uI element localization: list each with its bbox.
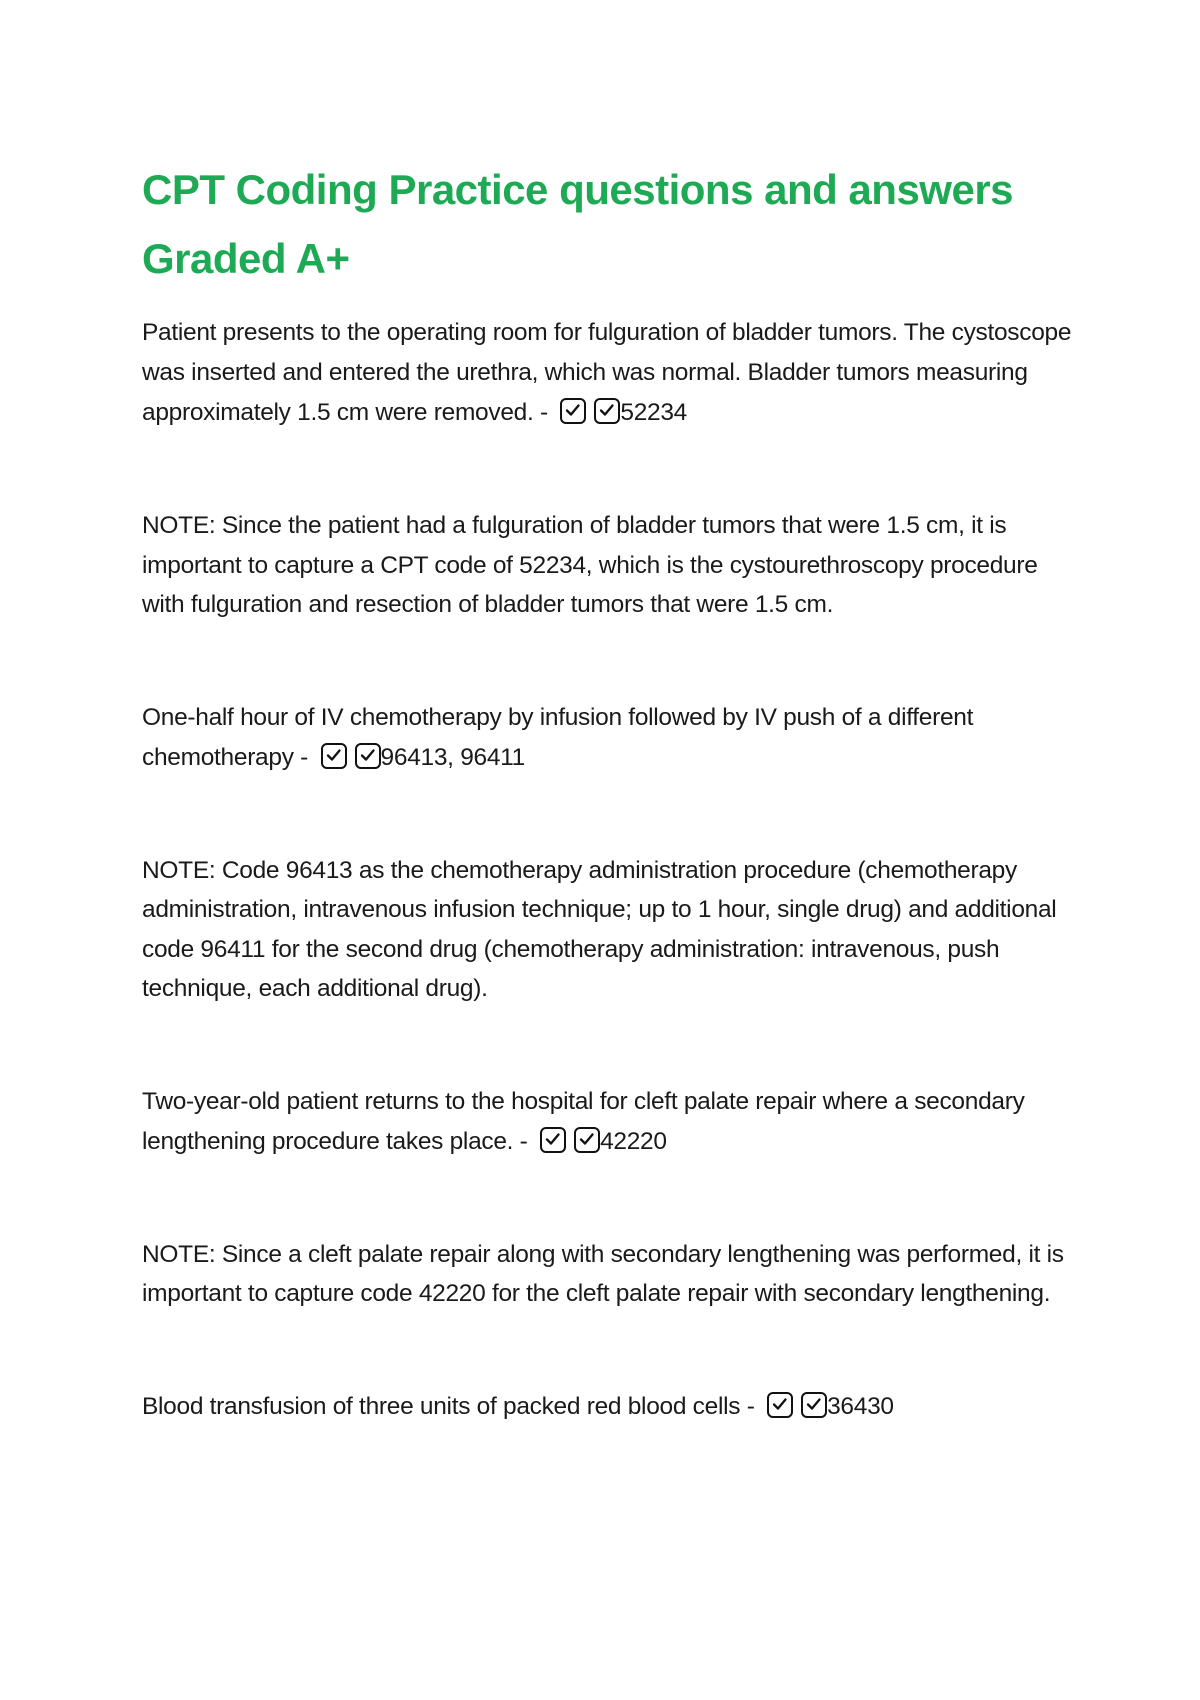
- question-1: [142, 313, 1082, 433]
- note-3: NOTE: Since a cleft palate repair along with secondary lengthening was performed, it is important to capture code 42220 for the cleft palate repair with secondary lengthening.: [142, 1240, 1064, 1307]
- checkbox-checked-icon: [801, 1392, 827, 1418]
- checkbox-checked-icon: [574, 1127, 600, 1153]
- note-1: NOTE: Since the patient had a fulguration of bladder tumors that were 1.5 cm, it is important to capture a CPT code of 52234, which is the cystourethroscopy procedure with fulguration and resection of bladder tumors that were 1.5 cm.: [142, 512, 1038, 618]
- checkbox-checked-icon: [540, 1127, 566, 1153]
- checkbox-checked-icon: [355, 743, 381, 769]
- answer-code: 42220: [600, 1127, 667, 1155]
- question-text: Blood transfusion of three units of packed red blood cells -: [142, 1392, 755, 1420]
- question-4: [142, 1387, 1082, 1427]
- answer-code: 36430: [827, 1392, 894, 1420]
- checkbox-checked-icon: [767, 1392, 793, 1418]
- answer-code: 52234: [620, 399, 688, 426]
- checkbox-checked-icon: [560, 398, 586, 424]
- checkbox-checked-icon: [321, 743, 347, 769]
- question-text: Patient presents to the operating room for fulguration of bladder tumors. The cystoscope was inserted and entered the urethra, which was normal. Bladder tumors measuring approximately 1.5 cm were removed. -: [142, 319, 1072, 426]
- checkbox-checked-icon: [594, 398, 620, 424]
- document-title: CPT Coding Practice questions and answers Graded A+: [142, 166, 1014, 282]
- answer-code: 96413, 96411: [380, 743, 525, 771]
- question-3: [142, 1082, 1082, 1162]
- note-2: NOTE: Code 96413 as the chemotherapy administration procedure (chemotherapy administration, intravenous infusion technique; up to 1 hour, single drug) and additional code 96411 for the second drug (chemotherapy administration: intravenous, push technique, each additional drug).: [142, 856, 1057, 1002]
- question-2: [142, 698, 1082, 778]
- document-page: [142, 155, 1082, 1427]
- question-text: One-half hour of IV chemotherapy by infusion followed by IV push of a different chemotherapy -: [142, 703, 974, 771]
- question-text: Two-year-old patient returns to the hospital for cleft palate repair where a secondary lengthening procedure takes place. -: [142, 1087, 1025, 1155]
